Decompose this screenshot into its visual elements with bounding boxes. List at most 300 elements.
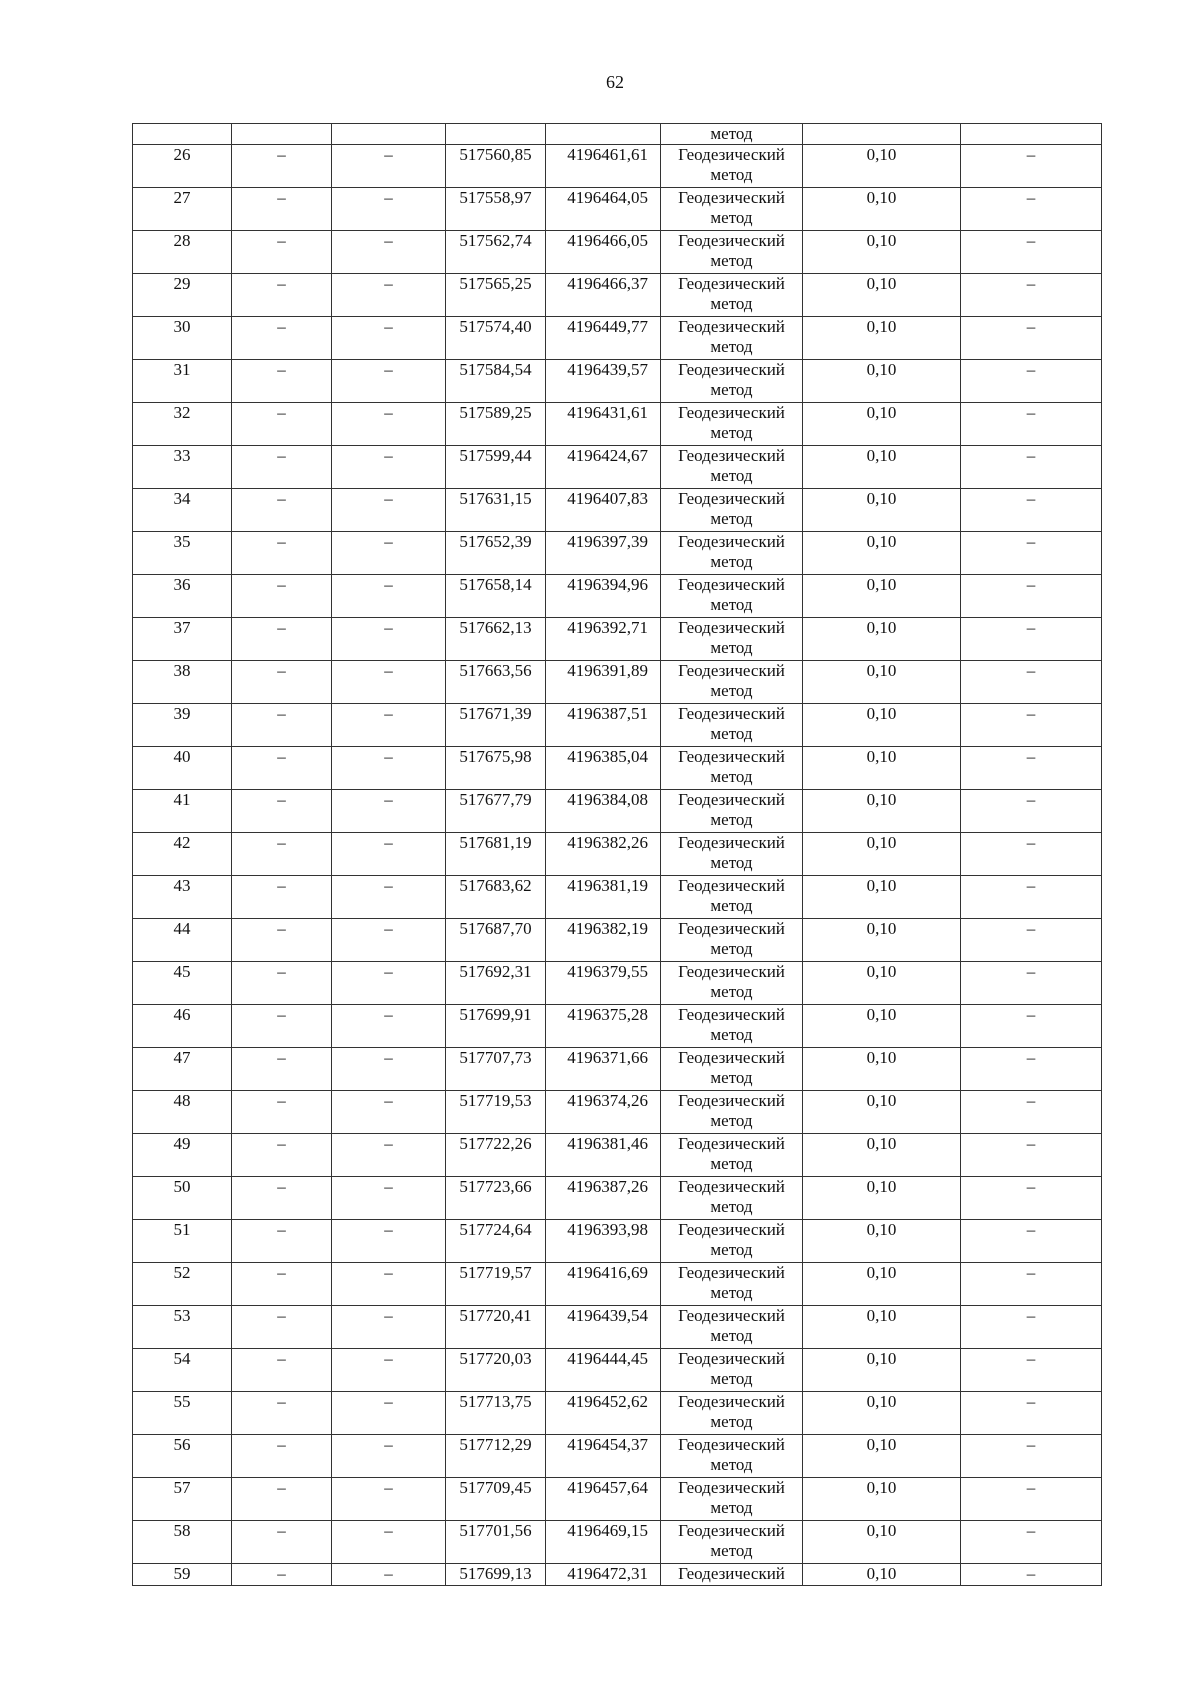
- cell-precision: 0,10: [803, 1263, 961, 1306]
- cell-dash: –: [332, 1478, 446, 1521]
- cell-y-coordinate: 4196466,37: [546, 274, 661, 317]
- cell-x-coordinate: 517722,26: [446, 1134, 546, 1177]
- cell-point-number: 29: [133, 274, 232, 317]
- table-row: [133, 1564, 1102, 1586]
- cell-dash: –: [232, 1478, 332, 1521]
- cell-dash: –: [961, 446, 1102, 489]
- cell-dash: –: [232, 704, 332, 747]
- method-line-1: Геодезический: [678, 1177, 785, 1196]
- table-row: [133, 446, 1102, 489]
- cell-x-coordinate: 517658,14: [446, 575, 546, 618]
- cell-x-coordinate: 517558,97: [446, 188, 546, 231]
- cell-method: [661, 489, 803, 532]
- cell-y-coordinate: 4196387,51: [546, 704, 661, 747]
- cell-x-coordinate: 517663,56: [446, 661, 546, 704]
- cell-dash: –: [332, 1349, 446, 1392]
- cell-method: [661, 446, 803, 489]
- cell-dash: –: [232, 833, 332, 876]
- method-line-1: Геодезический: [678, 1478, 785, 1497]
- method-line-2: метод: [710, 810, 753, 829]
- cell-dash: –: [961, 1306, 1102, 1349]
- cell-dash: –: [332, 1091, 446, 1134]
- cell-dash: –: [961, 876, 1102, 919]
- cell-dash: –: [232, 360, 332, 403]
- cell-precision: 0,10: [803, 1220, 961, 1263]
- method-line-1: Геодезический: [678, 1048, 785, 1067]
- cell-dash: –: [232, 274, 332, 317]
- table-row: [133, 1263, 1102, 1306]
- method-line-2: метод: [710, 1068, 753, 1087]
- cell-dash: –: [961, 145, 1102, 188]
- table-row: [133, 403, 1102, 446]
- cell: [446, 124, 546, 145]
- cell-x-coordinate: 517692,31: [446, 962, 546, 1005]
- cell-x-coordinate: 517562,74: [446, 231, 546, 274]
- cell-x-coordinate: 517724,64: [446, 1220, 546, 1263]
- cell-y-coordinate: 4196381,46: [546, 1134, 661, 1177]
- method-line-2: метод: [710, 1412, 753, 1431]
- method-line-1: Геодезический: [678, 833, 785, 852]
- cell-dash: –: [961, 1177, 1102, 1220]
- cell-method: [661, 1263, 803, 1306]
- cell-dash: –: [332, 360, 446, 403]
- cell-x-coordinate: 517719,53: [446, 1091, 546, 1134]
- method-line-2: метод: [710, 724, 753, 743]
- method-line-2: метод: [710, 1455, 753, 1474]
- cell-precision: 0,10: [803, 1435, 961, 1478]
- method-line-1: Геодезический: [678, 1435, 785, 1454]
- cell-dash: –: [332, 274, 446, 317]
- cell-dash: –: [232, 188, 332, 231]
- cell-method: [661, 575, 803, 618]
- method-line-2: метод: [710, 1240, 753, 1259]
- cell-dash: –: [232, 1263, 332, 1306]
- cell-x-coordinate: 517560,85: [446, 145, 546, 188]
- method-line-1: Геодезический: [678, 360, 785, 379]
- method-line-2: метод: [710, 380, 753, 399]
- cell-dash: –: [232, 1177, 332, 1220]
- cell-dash: –: [332, 704, 446, 747]
- cell-dash: –: [961, 188, 1102, 231]
- table-row: [133, 790, 1102, 833]
- cell-method: [661, 360, 803, 403]
- cell-dash: –: [232, 1435, 332, 1478]
- cell-method: [661, 1005, 803, 1048]
- cell-x-coordinate: 517683,62: [446, 876, 546, 919]
- table-row: [133, 833, 1102, 876]
- cell-y-coordinate: 4196439,54: [546, 1306, 661, 1349]
- cell: [332, 124, 446, 145]
- table-row: [133, 1177, 1102, 1220]
- method-line-2: метод: [710, 165, 753, 184]
- cell-method: [661, 1134, 803, 1177]
- table-row: [133, 532, 1102, 575]
- cell-y-coordinate: 4196439,57: [546, 360, 661, 403]
- table-row: [133, 1091, 1102, 1134]
- cell-x-coordinate: 517712,29: [446, 1435, 546, 1478]
- cell-y-coordinate: 4196407,83: [546, 489, 661, 532]
- table-row: [133, 1478, 1102, 1521]
- cell-dash: –: [961, 704, 1102, 747]
- cell-precision: 0,10: [803, 489, 961, 532]
- method-line-2: метод: [710, 853, 753, 872]
- method-line-2: метод: [710, 509, 753, 528]
- cell-precision: 0,10: [803, 231, 961, 274]
- method-line-1: Геодезический: [678, 446, 785, 465]
- cell-x-coordinate: 517707,73: [446, 1048, 546, 1091]
- method-line-2: метод: [710, 294, 753, 313]
- cell-x-coordinate: 517565,25: [446, 274, 546, 317]
- cell-dash: –: [332, 919, 446, 962]
- cell-point-number: 30: [133, 317, 232, 360]
- table-row: [133, 919, 1102, 962]
- cell-dash: –: [961, 274, 1102, 317]
- cell-method: [661, 1048, 803, 1091]
- cell-dash: –: [961, 403, 1102, 446]
- cell: [232, 124, 332, 145]
- cell-dash: –: [961, 231, 1102, 274]
- cell-point-number: 53: [133, 1306, 232, 1349]
- cell-y-coordinate: 4196382,26: [546, 833, 661, 876]
- method-line-1: Геодезический: [678, 1349, 785, 1368]
- table-row: [133, 1048, 1102, 1091]
- method-line-1: Геодезический: [678, 962, 785, 981]
- cell-x-coordinate: 517584,54: [446, 360, 546, 403]
- cell-dash: –: [332, 833, 446, 876]
- cell-precision: 0,10: [803, 1521, 961, 1564]
- cell-dash: –: [332, 1177, 446, 1220]
- cell-point-number: 26: [133, 145, 232, 188]
- cell-y-coordinate: 4196469,15: [546, 1521, 661, 1564]
- cell-point-number: 43: [133, 876, 232, 919]
- cell-point-number: 41: [133, 790, 232, 833]
- cell-point-number: 52: [133, 1263, 232, 1306]
- cell-y-coordinate: 4196371,66: [546, 1048, 661, 1091]
- cell-dash: –: [232, 317, 332, 360]
- cell-precision: 0,10: [803, 704, 961, 747]
- cell-dash: –: [961, 1134, 1102, 1177]
- cell-y-coordinate: 4196449,77: [546, 317, 661, 360]
- method-line-2: метод: [710, 1541, 753, 1560]
- method-line-1: Геодезический: [678, 704, 785, 723]
- cell-dash: –: [961, 1005, 1102, 1048]
- cell-point-number: 45: [133, 962, 232, 1005]
- cell-method: [661, 747, 803, 790]
- method-line-1: Геодезический: [678, 188, 785, 207]
- method-line-2: метод: [710, 1197, 753, 1216]
- cell-dash: –: [332, 231, 446, 274]
- table-row: [133, 124, 1102, 145]
- cell-x-coordinate: 517723,66: [446, 1177, 546, 1220]
- cell-method: [661, 962, 803, 1005]
- cell-dash: –: [232, 145, 332, 188]
- cell-dash: –: [332, 446, 446, 489]
- table-row: [133, 1521, 1102, 1564]
- cell-y-coordinate: 4196466,05: [546, 231, 661, 274]
- cell-point-number: 32: [133, 403, 232, 446]
- cell-dash: –: [961, 317, 1102, 360]
- cell-y-coordinate: 4196461,61: [546, 145, 661, 188]
- cell-point-number: 35: [133, 532, 232, 575]
- method-line-1: Геодезический: [678, 145, 785, 164]
- cell-method: [661, 231, 803, 274]
- table-row: [133, 575, 1102, 618]
- cell-method: [661, 188, 803, 231]
- cell-dash: –: [332, 1005, 446, 1048]
- cell: [546, 124, 661, 145]
- cell-precision: 0,10: [803, 188, 961, 231]
- cell-dash: –: [232, 876, 332, 919]
- cell-y-coordinate: 4196391,89: [546, 661, 661, 704]
- cell-dash: –: [232, 661, 332, 704]
- cell-dash: –: [961, 1091, 1102, 1134]
- cell-y-coordinate: 4196387,26: [546, 1177, 661, 1220]
- table-row: [133, 1392, 1102, 1435]
- cell-dash: –: [332, 1564, 446, 1586]
- cell-x-coordinate: 517677,79: [446, 790, 546, 833]
- table-row: [133, 1349, 1102, 1392]
- cell-point-number: 57: [133, 1478, 232, 1521]
- table-row: [133, 274, 1102, 317]
- cell-x-coordinate: 517720,03: [446, 1349, 546, 1392]
- cell-method: [661, 1521, 803, 1564]
- cell-dash: –: [232, 489, 332, 532]
- cell-dash: –: [332, 575, 446, 618]
- method-line-1: Геодезический: [678, 790, 785, 809]
- cell-x-coordinate: 517701,56: [446, 1521, 546, 1564]
- cell-dash: –: [232, 575, 332, 618]
- cell-precision: 0,10: [803, 274, 961, 317]
- cell-dash: –: [961, 790, 1102, 833]
- cell-precision: 0,10: [803, 1478, 961, 1521]
- cell-precision: 0,10: [803, 1349, 961, 1392]
- cell-dash: –: [961, 360, 1102, 403]
- cell-point-number: 51: [133, 1220, 232, 1263]
- cell-precision: 0,10: [803, 145, 961, 188]
- cell-point-number: 34: [133, 489, 232, 532]
- method-line-1: Геодезический: [678, 231, 785, 250]
- cell-dash: –: [961, 1435, 1102, 1478]
- cell-dash: –: [232, 231, 332, 274]
- cell-precision: 0,10: [803, 919, 961, 962]
- cell-precision: 0,10: [803, 618, 961, 661]
- cell-point-number: 31: [133, 360, 232, 403]
- table-row: [133, 145, 1102, 188]
- cell-y-coordinate: 4196472,31: [546, 1564, 661, 1586]
- cell-dash: –: [232, 1349, 332, 1392]
- method-line-2: метод: [710, 767, 753, 786]
- method-line-2: метод: [710, 466, 753, 485]
- method-line-1: Геодезический: [678, 747, 785, 766]
- cell-dash: –: [332, 188, 446, 231]
- cell-point-number: 38: [133, 661, 232, 704]
- cell-dash: –: [232, 1091, 332, 1134]
- cell: [961, 124, 1102, 145]
- cell-point-number: 54: [133, 1349, 232, 1392]
- cell-y-coordinate: 4196397,39: [546, 532, 661, 575]
- cell-dash: –: [961, 919, 1102, 962]
- cell-method: [661, 790, 803, 833]
- cell-y-coordinate: 4196424,67: [546, 446, 661, 489]
- method-line-1: Геодезический: [678, 1564, 785, 1583]
- cell-dash: –: [332, 962, 446, 1005]
- cell-point-number: 56: [133, 1435, 232, 1478]
- method-line-2: метод: [710, 1369, 753, 1388]
- cell-method: [661, 1306, 803, 1349]
- cell-dash: –: [232, 1048, 332, 1091]
- table-row: [133, 1220, 1102, 1263]
- table-row: [133, 1435, 1102, 1478]
- method-line-1: Геодезический: [678, 532, 785, 551]
- cell-method: [661, 1478, 803, 1521]
- cell-precision: 0,10: [803, 876, 961, 919]
- cell-dash: –: [232, 790, 332, 833]
- cell-dash: –: [232, 403, 332, 446]
- cell-dash: –: [961, 489, 1102, 532]
- cell-precision: 0,10: [803, 1564, 961, 1586]
- method-line-2: метод: [710, 595, 753, 614]
- cell-dash: –: [232, 1564, 332, 1586]
- cell-dash: –: [961, 1478, 1102, 1521]
- cell-dash: –: [961, 833, 1102, 876]
- cell-method: [661, 876, 803, 919]
- table-row: [133, 188, 1102, 231]
- table-row: [133, 489, 1102, 532]
- cell-dash: –: [332, 618, 446, 661]
- cell-dash: –: [332, 661, 446, 704]
- cell-x-coordinate: 517719,57: [446, 1263, 546, 1306]
- cell-dash: –: [961, 661, 1102, 704]
- method-line-2: метод: [710, 896, 753, 915]
- cell-y-coordinate: 4196384,08: [546, 790, 661, 833]
- table-row: [133, 1306, 1102, 1349]
- cell-method: [661, 145, 803, 188]
- cell-dash: –: [332, 790, 446, 833]
- cell-y-coordinate: 4196382,19: [546, 919, 661, 962]
- cell-method: метод: [661, 124, 803, 145]
- method-line-2: метод: [710, 1498, 753, 1517]
- method-line-2: метод: [710, 1283, 753, 1302]
- cell-precision: 0,10: [803, 1306, 961, 1349]
- table-row: [133, 876, 1102, 919]
- cell-dash: –: [332, 1134, 446, 1177]
- cell-dash: –: [332, 1521, 446, 1564]
- cell-dash: –: [961, 1564, 1102, 1586]
- cell-method: [661, 919, 803, 962]
- cell-dash: –: [232, 962, 332, 1005]
- cell-dash: –: [232, 1521, 332, 1564]
- method-line-2: метод: [710, 1154, 753, 1173]
- cell-y-coordinate: 4196452,62: [546, 1392, 661, 1435]
- cell-precision: 0,10: [803, 1134, 961, 1177]
- cell-dash: –: [332, 532, 446, 575]
- cell-method: [661, 833, 803, 876]
- method-line-1: Геодезический: [678, 1091, 785, 1110]
- cell-point-number: 47: [133, 1048, 232, 1091]
- method-line-1: Геодезический: [678, 1134, 785, 1153]
- table-row: [133, 231, 1102, 274]
- cell-y-coordinate: 4196375,28: [546, 1005, 661, 1048]
- table-row: [133, 1134, 1102, 1177]
- cell-dash: –: [961, 1521, 1102, 1564]
- cell-y-coordinate: 4196393,98: [546, 1220, 661, 1263]
- cell-point-number: 55: [133, 1392, 232, 1435]
- cell-point-number: 33: [133, 446, 232, 489]
- cell-x-coordinate: 517699,13: [446, 1564, 546, 1586]
- cell-y-coordinate: 4196431,61: [546, 403, 661, 446]
- cell-dash: –: [961, 1263, 1102, 1306]
- cell-dash: –: [232, 1306, 332, 1349]
- method-line-1: Геодезический: [678, 1263, 785, 1282]
- cell-dash: –: [961, 747, 1102, 790]
- method-line-2: метод: [710, 208, 753, 227]
- method-line-2: метод: [710, 1025, 753, 1044]
- cell-dash: –: [332, 1220, 446, 1263]
- cell-precision: 0,10: [803, 1091, 961, 1134]
- cell-x-coordinate: 517720,41: [446, 1306, 546, 1349]
- cell-point-number: 59: [133, 1564, 232, 1586]
- cell-precision: 0,10: [803, 1392, 961, 1435]
- cell-x-coordinate: 517681,19: [446, 833, 546, 876]
- cell-y-coordinate: 4196374,26: [546, 1091, 661, 1134]
- cell-y-coordinate: 4196444,45: [546, 1349, 661, 1392]
- cell-y-coordinate: 4196457,64: [546, 1478, 661, 1521]
- method-line-2: метод: [710, 1326, 753, 1345]
- cell-dash: –: [961, 575, 1102, 618]
- cell-y-coordinate: 4196454,37: [546, 1435, 661, 1478]
- coordinates-table: [132, 123, 1102, 1586]
- method-line-1: Геодезический: [678, 403, 785, 422]
- cell-method: [661, 704, 803, 747]
- method-line-1: Геодезический: [678, 317, 785, 336]
- method-line-1: Геодезический: [678, 575, 785, 594]
- method-line-2: метод: [710, 982, 753, 1001]
- table-row: [133, 747, 1102, 790]
- table-row: [133, 962, 1102, 1005]
- cell-y-coordinate: 4196381,19: [546, 876, 661, 919]
- cell-x-coordinate: 517699,91: [446, 1005, 546, 1048]
- cell-x-coordinate: 517671,39: [446, 704, 546, 747]
- table-row: [133, 618, 1102, 661]
- cell-dash: –: [232, 747, 332, 790]
- table-row: [133, 1005, 1102, 1048]
- method-line-1: Геодезический: [678, 876, 785, 895]
- cell-method: [661, 618, 803, 661]
- cell-precision: 0,10: [803, 833, 961, 876]
- table-row: [133, 360, 1102, 403]
- cell-y-coordinate: 4196416,69: [546, 1263, 661, 1306]
- cell-precision: 0,10: [803, 532, 961, 575]
- cell-y-coordinate: 4196392,71: [546, 618, 661, 661]
- cell-method: [661, 1392, 803, 1435]
- method-line-1: Геодезический: [678, 1521, 785, 1540]
- method-line-2: метод: [710, 1111, 753, 1130]
- cell-method: [661, 1177, 803, 1220]
- table-row: [133, 317, 1102, 360]
- cell-dash: –: [961, 1048, 1102, 1091]
- cell-dash: –: [232, 919, 332, 962]
- method-line-2: метод: [710, 251, 753, 270]
- cell-method: [661, 1435, 803, 1478]
- cell: [803, 124, 961, 145]
- method-line-1: Геодезический: [678, 489, 785, 508]
- cell-dash: –: [232, 446, 332, 489]
- table-row: [133, 661, 1102, 704]
- page-number: 62: [606, 72, 624, 92]
- cell-dash: –: [332, 1263, 446, 1306]
- cell-dash: –: [961, 1392, 1102, 1435]
- cell-point-number: 27: [133, 188, 232, 231]
